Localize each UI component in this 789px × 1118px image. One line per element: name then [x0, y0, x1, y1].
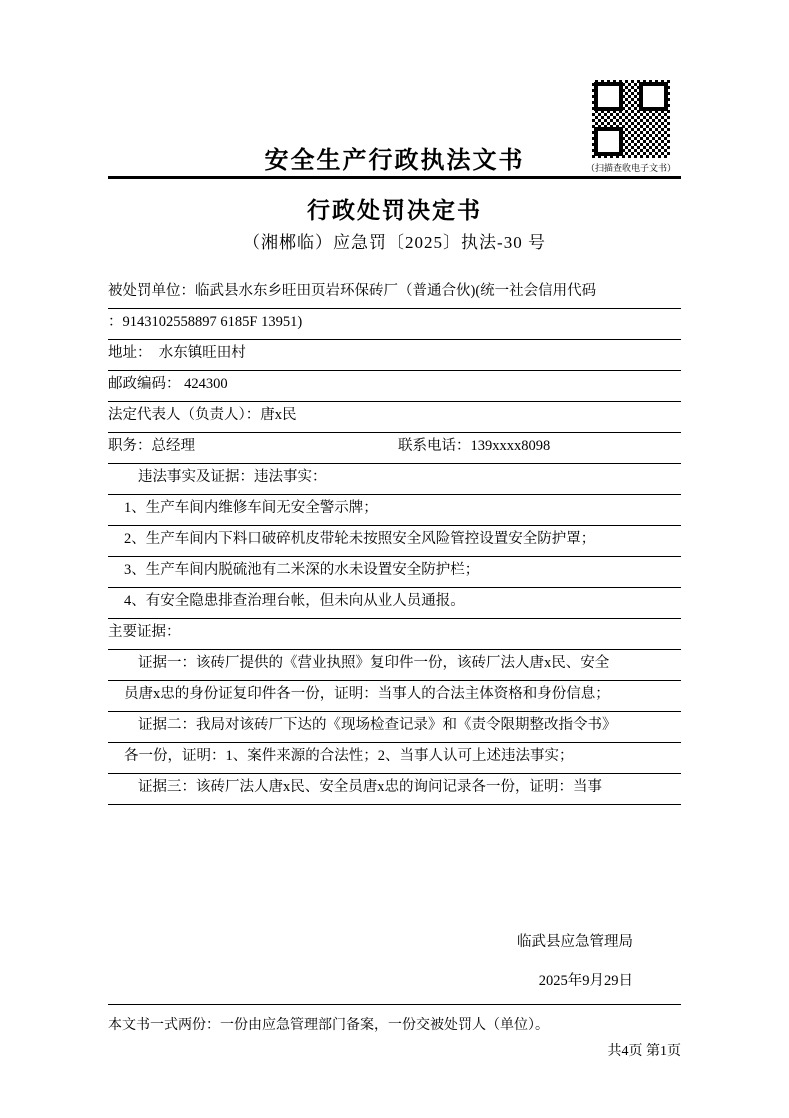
- legal-representative-label: 法定代表人（负责人）：: [108, 407, 261, 423]
- document-subtitle: 行政处罚决定书: [307, 197, 482, 223]
- field-address: [108, 340, 681, 371]
- punished-unit-label: 被处罚单位：: [108, 283, 195, 299]
- field-postcode: [108, 371, 681, 402]
- address-value: 水东镇旺田村: [158, 345, 246, 361]
- evidence-heading: 主要证据：: [108, 619, 681, 650]
- evidence-line: 各一份，证明：1、案件来源的合法性；2、当事人认可上述违法事实；: [108, 743, 681, 774]
- position-value: 总经理: [151, 438, 195, 454]
- fact-item: 3、生产车间内脱硫池有二米深的水未设置安全防护栏；: [108, 557, 681, 588]
- qr-code-caption: （扫描查收电子文书）: [585, 163, 676, 173]
- punished-unit-value-cont: ：9143102558897 6185F 13951): [108, 314, 303, 330]
- document-body: [108, 278, 681, 805]
- signature-block: [108, 930, 681, 1008]
- footer-note: 本文书一式两份：一份由应急管理部门备案，一份交被处罚人（单位）。: [108, 1018, 549, 1033]
- document-number: （湘郴临）应急罚〔2025〕执法-30 号: [243, 233, 546, 252]
- document-title: 安全生产行政执法文书: [264, 147, 525, 174]
- evidence-line: 证据三：该砖厂法人唐x民、安全员唐x忠的询问记录各一份，证明：当事: [108, 774, 681, 805]
- punished-unit-value: 临武县水东乡旺田页岩环保砖厂（普通合伙)(统一社会信用代码: [195, 283, 597, 299]
- footer-pagination: 共4页 第1页: [607, 1044, 681, 1059]
- phone-label: 联系电话：: [398, 438, 471, 454]
- phone-value: 139xxxx8098: [470, 438, 551, 454]
- fact-item: 1、生产车间内维修车间无安全警示牌；: [108, 495, 681, 526]
- field-position-phone-row: [108, 433, 681, 464]
- evidence-line: 证据二：我局对该砖厂下达的《现场检查记录》和《责令限期整改指令书》: [108, 712, 681, 743]
- postcode-label: 邮政编码：: [108, 376, 181, 392]
- phone-cell: [398, 439, 550, 454]
- fact-item: 2、生产车间内下料口破碎机皮带轮未按照安全风险管控设置安全防护罩；: [108, 526, 681, 557]
- title-divider: [108, 176, 681, 179]
- issuing-organization: 临武县应急管理局: [517, 934, 633, 950]
- field-punished-unit: [108, 278, 681, 309]
- legal-representative-value: 唐x民: [260, 407, 297, 423]
- position-label: 职务：: [108, 438, 152, 454]
- address-label: 地址：: [108, 345, 152, 361]
- postcode-value: 424300: [184, 376, 228, 392]
- footer-divider: [108, 1004, 681, 1005]
- evidence-line: 员唐x忠的身份证复印件各一份，证明：当事人的合法主体资格和身份信息；: [108, 681, 681, 712]
- fact-item: 4、有安全隐患排查治理台帐，但未向从业人员通报。: [108, 588, 681, 619]
- field-legal-representative: [108, 402, 681, 433]
- facts-heading: 违法事实及证据：违法事实：: [108, 464, 681, 495]
- evidence-line: 证据一：该砖厂提供的《营业执照》复印件一份，该砖厂法人唐x民、安全: [108, 650, 681, 681]
- field-punished-unit-cont: [108, 309, 681, 340]
- issue-date: 2025年9月29日: [538, 973, 633, 989]
